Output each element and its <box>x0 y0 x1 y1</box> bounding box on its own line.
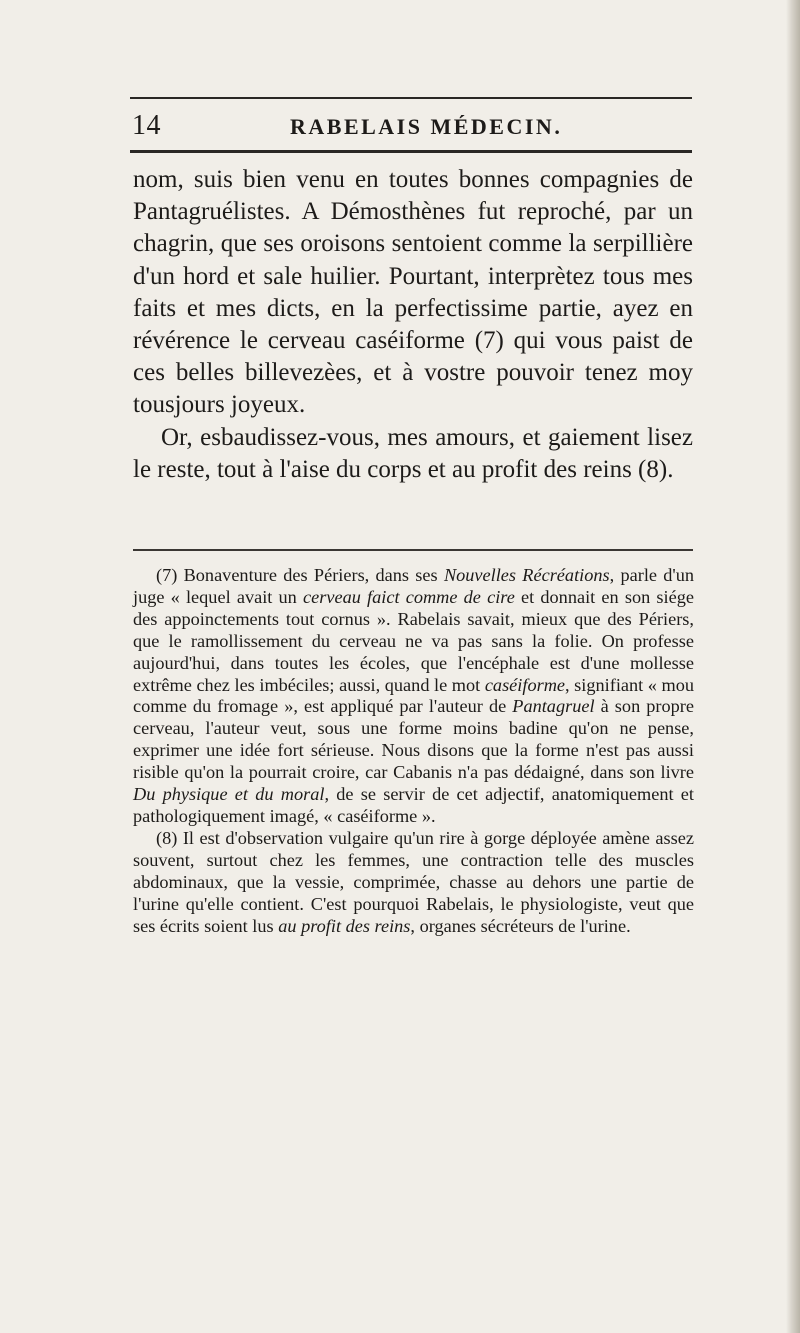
footnote-7 <box>133 565 694 828</box>
footnote-8-text-2: , organes sécréteurs de l'urine. <box>410 915 631 936</box>
page-edge-shadow <box>786 0 800 1333</box>
footnote-7-title-2: Pantagruel <box>512 696 595 717</box>
footnote-7-title-1: Nouvelles Récréations <box>443 565 610 585</box>
footnote-8 <box>133 828 694 938</box>
header-rule <box>130 150 692 153</box>
footnote-7-text-3: et donnait en son siége des appoinctements tout cornus ». Rabelais savait, mieux que des Périers, que le ramollissement du cerveau ne va pas sans la folie. On professe aujourd'hui, dans toutes les écoles, que l'encéphale est d'une mollesse extrême chez les imbéciles; aussi, quand le mot <box>133 586 694 695</box>
footnote-7-quote-1: cerveau faict comme de cire <box>303 586 515 607</box>
footnote-7-text-5: à son propre cerveau, l'auteur veut, sous une forme moins badine qu'on ne pense, exprimer une idée fort sérieuse. Nous disons que la forme n'est pas aussi risible qu'on la pourrait croire, car Cabanis n'a pas dédaigné, dans son livre <box>133 696 694 783</box>
top-rule <box>130 97 692 99</box>
footnotes <box>133 565 694 937</box>
footnote-7-term: caséiforme <box>484 674 566 695</box>
footnote-7-text-2: , parle d'un juge « lequel avait un <box>133 565 694 607</box>
footnote-8-text-1: (8) Il est d'observation vulgaire qu'un rire à gorge déployée amène assez souvent, surtout chez les femmes, une contraction telle des muscles abdominaux, que la vessie, comprimée, chasse au dehors une partie de l'urine qu'elle contient. C'est pourquoi Rabelais, le physiologiste, veut que ses écrits soient lus <box>133 827 694 936</box>
footnote-7-text-6: , de se servir de cet adjectif, anatomiquement et pathologiquement imagé, « caséiforme ». <box>133 784 694 826</box>
main-paragraph-2: Or, esbaudissez-vous, mes amours, et gaiement lisez le reste, tout à l'aise du corps et au profit des reins (8). <box>133 423 693 483</box>
main-text <box>133 164 693 486</box>
footnote-7-title-3: Du physique et du moral <box>133 784 325 805</box>
footnote-8-phrase: au profit des reins <box>278 915 411 936</box>
footnote-rule <box>133 549 693 551</box>
main-paragraph-1: nom, suis bien venu en toutes bonnes compagnies de Pantagruélistes. A Démosthènes fut reproché, par un chagrin, que ses oroisons sentoient comme la serpillière d'un hord et sale huilier. Pourtant, interprètez tous mes faits et mes dicts, en la perfectissime partie, ayez en révérence le cerveau caséiforme (7) qui vous paist de ces belles billevezèes, et à vostre pouvoir tenez moy tousjours joyeux. <box>133 166 693 419</box>
footnote-7-text-4: , signifiant « mou comme du fromage », est appliqué par l'auteur de <box>133 674 695 717</box>
footnote-7-text-1: (7) Bonaventure des Périers, dans ses <box>156 565 444 585</box>
page-header <box>132 108 692 148</box>
running-head: RABELAIS MÉDECIN. <box>290 114 563 139</box>
page-number: 14 <box>132 110 161 141</box>
